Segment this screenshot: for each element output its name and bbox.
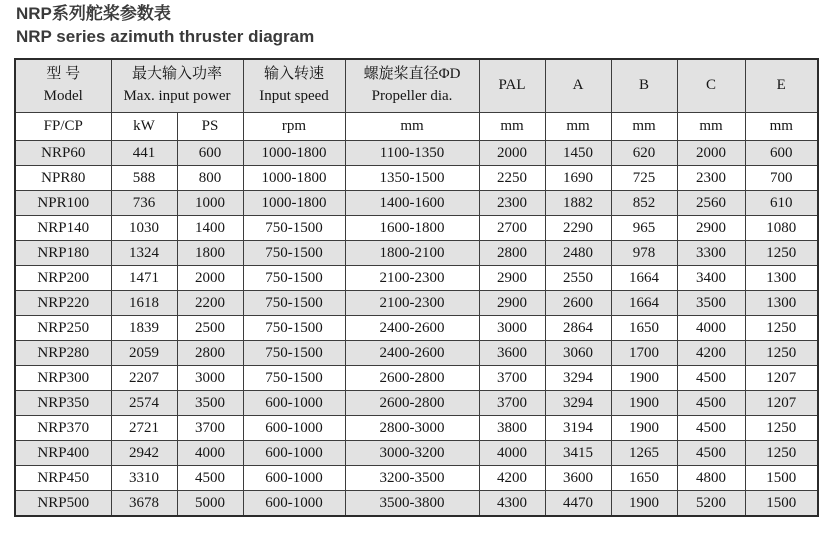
- table-cell: 4500: [677, 366, 745, 391]
- table-cell: 2000: [677, 141, 745, 166]
- table-cell: 2200: [177, 291, 243, 316]
- table-cell: 4200: [677, 341, 745, 366]
- table-cell: 1900: [611, 416, 677, 441]
- unit-cell-b-mm: mm: [611, 113, 677, 141]
- table-cell: 750-1500: [243, 366, 345, 391]
- table-cell: 2290: [545, 216, 611, 241]
- table-row: [15, 341, 818, 366]
- col-header-pal: PAL: [479, 59, 545, 113]
- table-cell: 4200: [479, 466, 545, 491]
- table-cell: 2600-2800: [345, 391, 479, 416]
- table-cell: NPR80: [15, 166, 111, 191]
- table-cell: 725: [611, 166, 677, 191]
- table-cell: 750-1500: [243, 291, 345, 316]
- thruster-parameter-table: [14, 58, 819, 517]
- table-cell: 600-1000: [243, 441, 345, 466]
- unit-cell-e-mm: mm: [745, 113, 818, 141]
- table-row: [15, 241, 818, 266]
- table-cell: 5200: [677, 491, 745, 516]
- table-cell: 4000: [677, 316, 745, 341]
- table-cell: 1000-1800: [243, 166, 345, 191]
- table-cell: 1664: [611, 291, 677, 316]
- table-cell: 1207: [745, 391, 818, 416]
- table-cell: 3000-3200: [345, 441, 479, 466]
- table-cell: 1000: [177, 191, 243, 216]
- table-cell: NRP370: [15, 416, 111, 441]
- table-cell: 750-1500: [243, 316, 345, 341]
- unit-cell-kw: kW: [111, 113, 177, 141]
- table-cell: 852: [611, 191, 677, 216]
- table-cell: 2100-2300: [345, 291, 479, 316]
- table-cell: 620: [611, 141, 677, 166]
- unit-cell-a-mm: mm: [545, 113, 611, 141]
- col-header-dia-en: Propeller dia.: [371, 88, 453, 105]
- table-cell: 2400-2600: [345, 341, 479, 366]
- table-cell: 2600: [545, 291, 611, 316]
- table-cell: 2000: [479, 141, 545, 166]
- table-cell: 750-1500: [243, 241, 345, 266]
- col-header-b: B: [611, 59, 677, 113]
- col-header-e: E: [745, 59, 818, 113]
- table-cell: 1300: [745, 291, 818, 316]
- table-cell: 4500: [177, 466, 243, 491]
- table-cell: 441: [111, 141, 177, 166]
- table-cell: 1207: [745, 366, 818, 391]
- table-cell: 600: [177, 141, 243, 166]
- table-cell: 1900: [611, 491, 677, 516]
- unit-cell-ps: PS: [177, 113, 243, 141]
- table-cell: 1800: [177, 241, 243, 266]
- table-cell: 3678: [111, 491, 177, 516]
- col-header-model-zh: 型 号: [46, 66, 81, 83]
- table-cell: 3300: [677, 241, 745, 266]
- page-title-zh: NRP系列舵桨参数表: [16, 4, 171, 23]
- table-cell: 1800-2100: [345, 241, 479, 266]
- table-cell: 2942: [111, 441, 177, 466]
- table-cell: 2800: [479, 241, 545, 266]
- table-cell: 600-1000: [243, 391, 345, 416]
- col-header-c: C: [677, 59, 745, 113]
- table-cell: 3500-3800: [345, 491, 479, 516]
- table-cell: 978: [611, 241, 677, 266]
- table-cell: 1250: [745, 416, 818, 441]
- col-header-power-en: Max. input power: [123, 88, 231, 105]
- table-cell: 1400-1600: [345, 191, 479, 216]
- table-cell: NRP300: [15, 366, 111, 391]
- table-cell: 750-1500: [243, 341, 345, 366]
- table-cell: 3700: [177, 416, 243, 441]
- table-cell: NRP220: [15, 291, 111, 316]
- table-cell: 2574: [111, 391, 177, 416]
- table-cell: 1250: [745, 241, 818, 266]
- table-cell: 3194: [545, 416, 611, 441]
- table-cell: 800: [177, 166, 243, 191]
- table-cell: 736: [111, 191, 177, 216]
- table-cell: 1900: [611, 366, 677, 391]
- table-cell: 3200-3500: [345, 466, 479, 491]
- table-cell: 1100-1350: [345, 141, 479, 166]
- table-cell: 1700: [611, 341, 677, 366]
- table-cell: NRP140: [15, 216, 111, 241]
- table-cell: 2207: [111, 366, 177, 391]
- table-cell: 610: [745, 191, 818, 216]
- table-cell: NRP250: [15, 316, 111, 341]
- table-cell: 2900: [479, 291, 545, 316]
- table-cell: 3294: [545, 391, 611, 416]
- table-cell: 2059: [111, 341, 177, 366]
- col-header-input-speed: [243, 59, 345, 113]
- table-cell: 2800: [177, 341, 243, 366]
- col-header-max-input-power: [111, 59, 243, 113]
- table-cell: NPR100: [15, 191, 111, 216]
- table-row: [15, 441, 818, 466]
- table-cell: 2400-2600: [345, 316, 479, 341]
- col-header-model: [15, 59, 111, 113]
- table-row: [15, 316, 818, 341]
- table-row: [15, 166, 818, 191]
- table-cell: 5000: [177, 491, 243, 516]
- table-row: [15, 391, 818, 416]
- col-header-model-en: Model: [43, 88, 83, 105]
- table-row: [15, 291, 818, 316]
- table-cell: 1030: [111, 216, 177, 241]
- unit-cell-dia-mm: mm: [345, 113, 479, 141]
- table-cell: 1250: [745, 316, 818, 341]
- table-cell: NRP500: [15, 491, 111, 516]
- table-cell: 3500: [177, 391, 243, 416]
- table-cell: 2550: [545, 266, 611, 291]
- table-cell: 3000: [479, 316, 545, 341]
- table-cell: 2100-2300: [345, 266, 479, 291]
- table-cell: 600-1000: [243, 416, 345, 441]
- table-cell: 4500: [677, 391, 745, 416]
- table-cell: 3415: [545, 441, 611, 466]
- table-cell: 1664: [611, 266, 677, 291]
- header-row: [15, 59, 818, 113]
- table-cell: NRP400: [15, 441, 111, 466]
- table-cell: 4500: [677, 416, 745, 441]
- table-cell: 2300: [479, 191, 545, 216]
- table-cell: 1250: [745, 341, 818, 366]
- table-cell: 1900: [611, 391, 677, 416]
- table-cell: 1250: [745, 441, 818, 466]
- table-cell: 3700: [479, 391, 545, 416]
- table-cell: NRP450: [15, 466, 111, 491]
- units-row: [15, 113, 818, 141]
- table-cell: 965: [611, 216, 677, 241]
- table-cell: 2600-2800: [345, 366, 479, 391]
- table-cell: 1000-1800: [243, 191, 345, 216]
- table-cell: 1839: [111, 316, 177, 341]
- table-cell: 750-1500: [243, 266, 345, 291]
- table-cell: 1618: [111, 291, 177, 316]
- table-cell: 3800: [479, 416, 545, 441]
- table-cell: 1324: [111, 241, 177, 266]
- table-row: [15, 141, 818, 166]
- table-cell: 600-1000: [243, 466, 345, 491]
- table-cell: 3000: [177, 366, 243, 391]
- table-cell: 4800: [677, 466, 745, 491]
- table-cell: 2560: [677, 191, 745, 216]
- table-cell: 4500: [677, 441, 745, 466]
- table-cell: 2900: [677, 216, 745, 241]
- table-cell: 3400: [677, 266, 745, 291]
- unit-cell-rpm: rpm: [243, 113, 345, 141]
- table-cell: 1650: [611, 316, 677, 341]
- table-cell: 2864: [545, 316, 611, 341]
- col-header-speed-en: Input speed: [259, 88, 329, 105]
- table-cell: 1650: [611, 466, 677, 491]
- table-cell: NRP200: [15, 266, 111, 291]
- col-header-power-zh: 最大输入功率: [132, 66, 223, 83]
- table-cell: 1265: [611, 441, 677, 466]
- table-cell: 3060: [545, 341, 611, 366]
- table-cell: NRP180: [15, 241, 111, 266]
- col-header-a: A: [545, 59, 611, 113]
- table-cell: 3700: [479, 366, 545, 391]
- table-cell: 3500: [677, 291, 745, 316]
- table-cell: 2480: [545, 241, 611, 266]
- table-cell: 1690: [545, 166, 611, 191]
- table-cell: 2000: [177, 266, 243, 291]
- table-cell: 3310: [111, 466, 177, 491]
- table-cell: 1600-1800: [345, 216, 479, 241]
- table-cell: 600-1000: [243, 491, 345, 516]
- page-title-en: NRP series azimuth thruster diagram: [16, 26, 315, 46]
- table-cell: 1882: [545, 191, 611, 216]
- table-cell: 1300: [745, 266, 818, 291]
- page-title-block: [0, 0, 830, 49]
- table-cell: 4000: [479, 441, 545, 466]
- table-cell: NRP280: [15, 341, 111, 366]
- table-cell: NRP350: [15, 391, 111, 416]
- table-cell: 600: [745, 141, 818, 166]
- unit-cell-model: FP/CP: [15, 113, 111, 141]
- unit-cell-pal-mm: mm: [479, 113, 545, 141]
- table-cell: 2700: [479, 216, 545, 241]
- table-cell: 2800-3000: [345, 416, 479, 441]
- table-body: [15, 141, 818, 516]
- table-cell: 4000: [177, 441, 243, 466]
- table-row: [15, 491, 818, 516]
- table-cell: 1000-1800: [243, 141, 345, 166]
- table-cell: 2900: [479, 266, 545, 291]
- table-cell: 4470: [545, 491, 611, 516]
- table-cell: 3294: [545, 366, 611, 391]
- table-cell: NRP60: [15, 141, 111, 166]
- col-header-dia-zh: 螺旋桨直径ΦD: [363, 66, 461, 83]
- unit-cell-c-mm: mm: [677, 113, 745, 141]
- table-cell: 1080: [745, 216, 818, 241]
- table-cell: 2721: [111, 416, 177, 441]
- table-row: [15, 416, 818, 441]
- table-row: [15, 366, 818, 391]
- table-cell: 1471: [111, 266, 177, 291]
- table-cell: 3600: [479, 341, 545, 366]
- col-header-propeller-dia: [345, 59, 479, 113]
- table-cell: 750-1500: [243, 216, 345, 241]
- table-cell: 1400: [177, 216, 243, 241]
- table-row: [15, 466, 818, 491]
- table-row: [15, 191, 818, 216]
- col-header-speed-zh: 输入转速: [264, 66, 325, 83]
- table-row: [15, 216, 818, 241]
- table-cell: 1350-1500: [345, 166, 479, 191]
- table-cell: 1500: [745, 466, 818, 491]
- table-cell: 2500: [177, 316, 243, 341]
- table-row: [15, 266, 818, 291]
- table-cell: 1500: [745, 491, 818, 516]
- table-cell: 4300: [479, 491, 545, 516]
- table-cell: 588: [111, 166, 177, 191]
- table-cell: 700: [745, 166, 818, 191]
- table-cell: 3600: [545, 466, 611, 491]
- table-cell: 1450: [545, 141, 611, 166]
- table-cell: 2250: [479, 166, 545, 191]
- table-cell: 2300: [677, 166, 745, 191]
